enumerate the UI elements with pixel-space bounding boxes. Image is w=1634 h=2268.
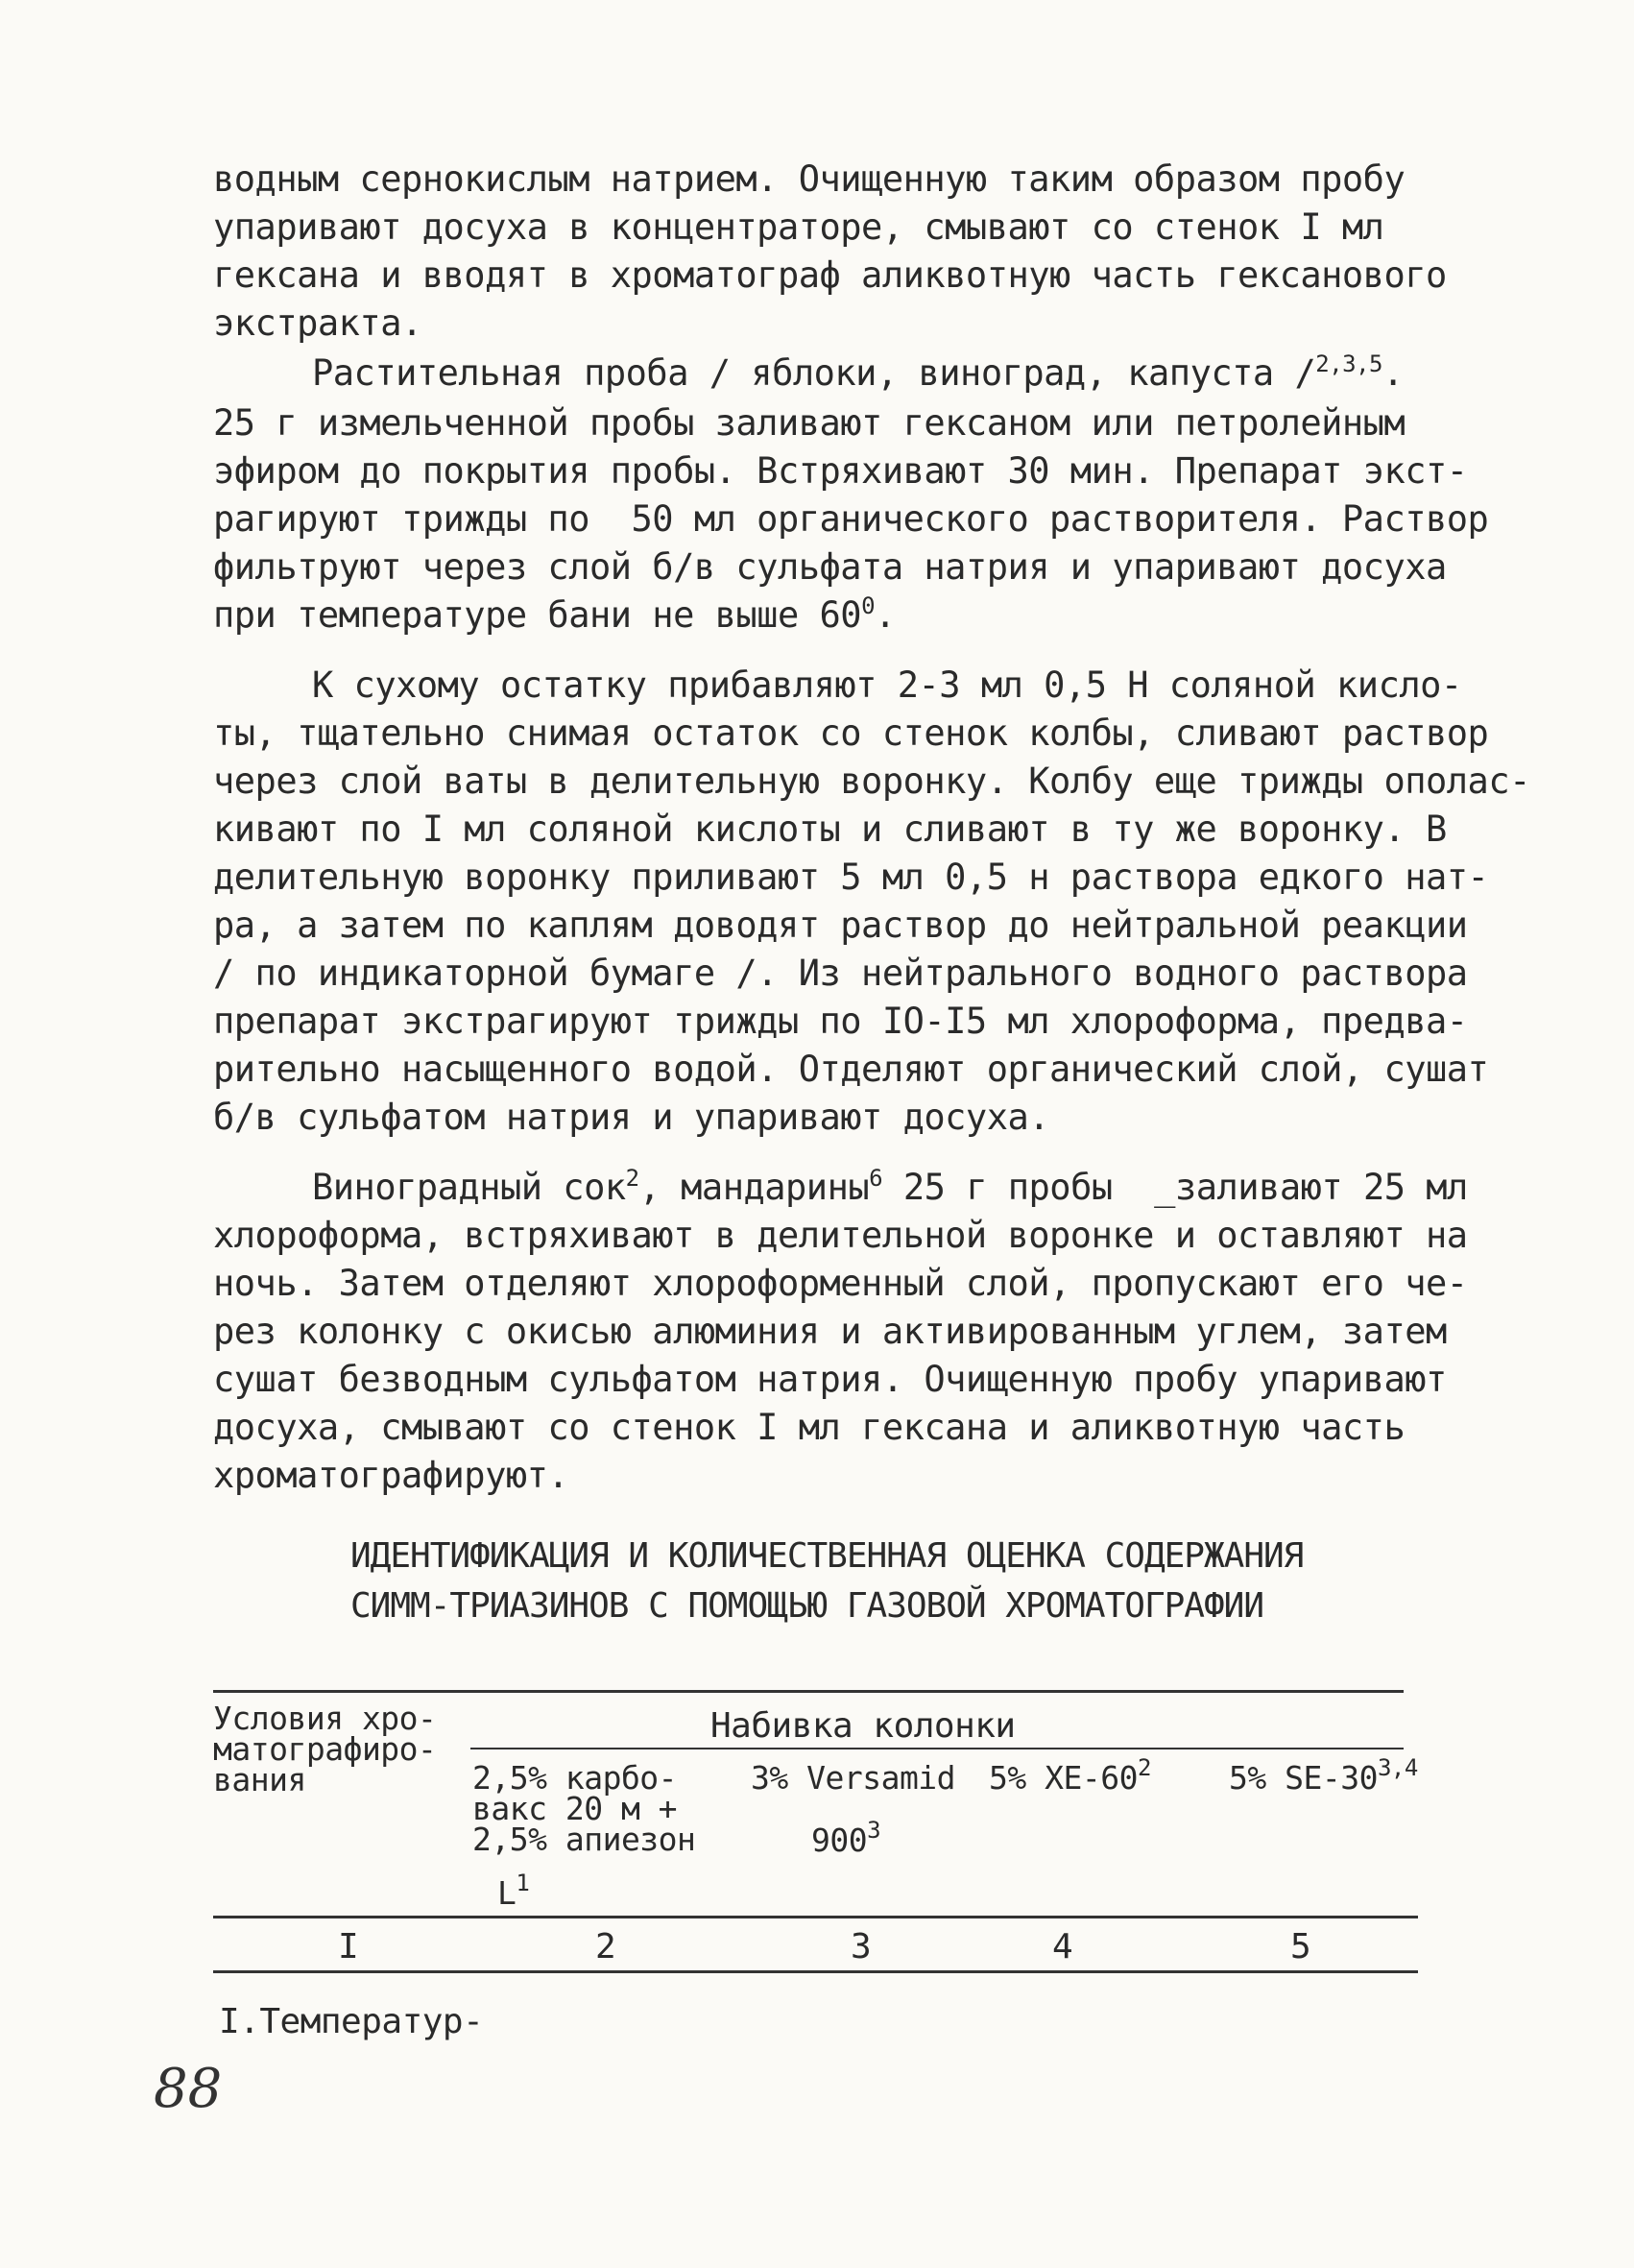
- p3-line-7: / по индикаторной бумаге /. Из нейтрального водного раствора: [213, 953, 1468, 994]
- col2-line-1: 2,5% карбо-: [472, 1759, 678, 1797]
- col3-line-1: 3% Versamid: [751, 1759, 956, 1797]
- p2-line-5: фильтруют через слой б/в сульфата натрия и упаривают досуха: [213, 546, 1447, 588]
- group-header: Набивка колонки: [710, 1706, 1016, 1746]
- column-number-2: 2: [595, 1927, 616, 1966]
- p2-line-3: эфиром до покрытия пробы. Встряхивают 30 мин. Препарат экст-: [213, 450, 1468, 492]
- p2-line-2: 25 г измельченной пробы заливают гексаном или петролейным: [213, 402, 1406, 444]
- row-header-line-1: Условия хро-: [213, 1700, 437, 1737]
- col2-tail: $L^1$: [497, 1870, 530, 1912]
- first-row-label: I.Температур-: [219, 2002, 484, 2041]
- col4-header: 5% $XE-60^2$: [989, 1754, 1151, 1797]
- p1-line-2: упаривают досуха в концентраторе, смывают со стенок I мл: [213, 206, 1384, 248]
- row-header-line-2: матографиро-: [213, 1730, 437, 1768]
- p2-line-1: Растительная проба / яблоки, виноград, капуста /$^{2,3,5}$.: [312, 350, 1404, 394]
- col3-line-2: $900^3$: [811, 1817, 881, 1859]
- p3-line-3: через слой ваты в делительную воронку. Колбу еще трижды ополас-: [213, 760, 1530, 802]
- p3-line-5: делительную воронку приливают 5 мл 0,5 н раствора едкого нат-: [213, 857, 1489, 898]
- p4-line-4: рез колонку с окисью алюминия и активированным углем, затем: [213, 1311, 1447, 1352]
- p1-line-1: водным сернокислым натрием. Очищенную таким образом пробу: [213, 158, 1406, 200]
- p4-line-1: Виноградный сок$^2$, мандарины$^6$ 25 г пробы _заливают 25 мл: [312, 1165, 1468, 1208]
- p3-line-9: рительно насыщенного водой. Отделяют органический слой, сушат: [213, 1049, 1489, 1090]
- group-header-rule: [470, 1748, 1404, 1749]
- p4-line-7: хроматографируют.: [213, 1455, 569, 1496]
- section-heading-line-1: ИДЕНТИФИКАЦИЯ И КОЛИЧЕСТВЕННАЯ ОЦЕНКА СОДЕРЖАНИЯ: [350, 1536, 1304, 1576]
- p4-line-5: сушат безводным сульфатом натрия. Очищенную пробу упаривают: [213, 1359, 1447, 1400]
- p1-line-4: экстракта.: [213, 302, 422, 344]
- section-heading-line-2: СИММ-ТРИАЗИНОВ С ПОМОЩЬЮ ГАЗОВОЙ ХРОМАТОГРАФИИ: [350, 1586, 1263, 1626]
- table-numbers-rule: [213, 1970, 1418, 1973]
- p3-line-8: препарат экстрагируют трижды по IO-I5 мл хлороформа, предва-: [213, 1001, 1468, 1042]
- table-header-rule: [213, 1916, 1418, 1918]
- p2-line-6: при температуре бани не выше $60^0$.: [213, 592, 896, 636]
- row-header-line-3: вания: [213, 1761, 306, 1798]
- p3-line-2: ты, тщательно снимая остаток со стенок колбы, сливают раствор: [213, 712, 1489, 754]
- p2-line-4: рагируют трижды по 50 мл органического растворителя. Раствор: [213, 498, 1489, 540]
- column-number-1: I: [338, 1927, 359, 1966]
- p4-line-3: ночь. Затем отделяют хлороформенный слой, пропускают его че-: [213, 1263, 1468, 1304]
- p3-line-10: б/в сульфатом натрия и упаривают досуха.: [213, 1097, 1050, 1138]
- column-number-4: 4: [1052, 1927, 1073, 1966]
- p1-line-3: гексана и вводят в хроматограф аликвотную часть гексанового: [213, 254, 1447, 296]
- column-number-5: 5: [1290, 1927, 1311, 1966]
- p3-line-4: кивают по I мл соляной кислоты и сливают в ту же воронку. В: [213, 808, 1447, 850]
- table-top-rule: [213, 1690, 1404, 1693]
- p3-line-6: ра, а затем по каплям доводят раствор до нейтральной реакции: [213, 905, 1468, 946]
- col2-line-3: 2,5% апиезон: [472, 1821, 696, 1858]
- col5-header: 5% SE-30$^{3,4}$: [1229, 1754, 1418, 1797]
- p4-line-6: досуха, смывают со стенок I мл гексана и аликвотную часть: [213, 1407, 1406, 1448]
- page-number: 88: [154, 2058, 223, 2120]
- p4-line-2: хлороформа, встряхивают в делительной воронке и оставляют на: [213, 1215, 1468, 1256]
- col2-line-2: вакс 20 м +: [472, 1790, 678, 1827]
- column-number-3: 3: [851, 1927, 872, 1966]
- p3-line-1: К сухому остатку прибавляют 2-3 мл 0,5 Н соляной кисло-: [312, 664, 1462, 706]
